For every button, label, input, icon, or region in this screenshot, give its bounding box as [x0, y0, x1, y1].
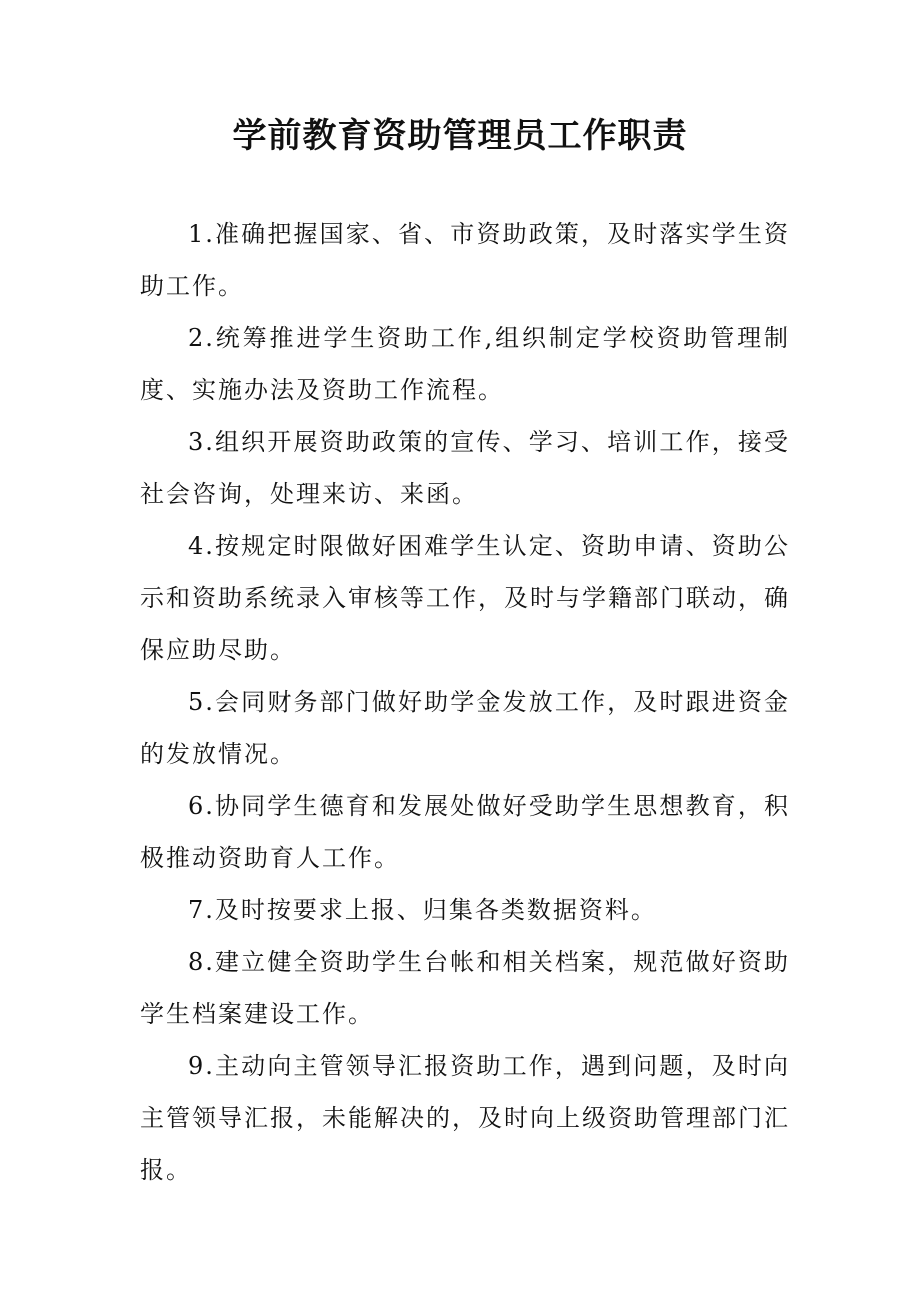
duty-item-8: 8.建立健全资助学生台帐和相关档案，规范做好资助学生档案建设工作。 [140, 948, 790, 1028]
duty-item-1: 1.准确把握国家、省、市资助政策，及时落实学生资助工作。 [140, 220, 790, 300]
duty-item-5: 5.会同财务部门做好助学金发放工作，及时跟进资金的发放情况。 [140, 688, 790, 768]
duty-item-3: 3.组织开展资助政策的宣传、学习、培训工作，接受社会咨询，处理来访、来函。 [140, 428, 790, 508]
duty-item-9: 9.主动向主管领导汇报资助工作，遇到问题，及时向主管领导汇报，未能解决的，及时向上级资助管理部门汇报。 [140, 1052, 790, 1184]
duty-item-2: 2.统筹推进学生资助工作,组织制定学校资助管理制度、实施办法及资助工作流程。 [140, 324, 790, 404]
duty-list [140, 208, 790, 1196]
duty-item-6: 6.协同学生德育和发展处做好受助学生思想教育，积极推动资助育人工作。 [140, 792, 790, 872]
document-title: 学前教育资助管理员工作职责 [232, 116, 688, 156]
duty-item-4: 4.按规定时限做好困难学生认定、资助申请、资助公示和资助系统录入审核等工作，及时与学籍部门联动，确保应助尽助。 [140, 532, 790, 664]
duty-item-7: 7.及时按要求上报、归集各类数据资料。 [188, 896, 657, 924]
